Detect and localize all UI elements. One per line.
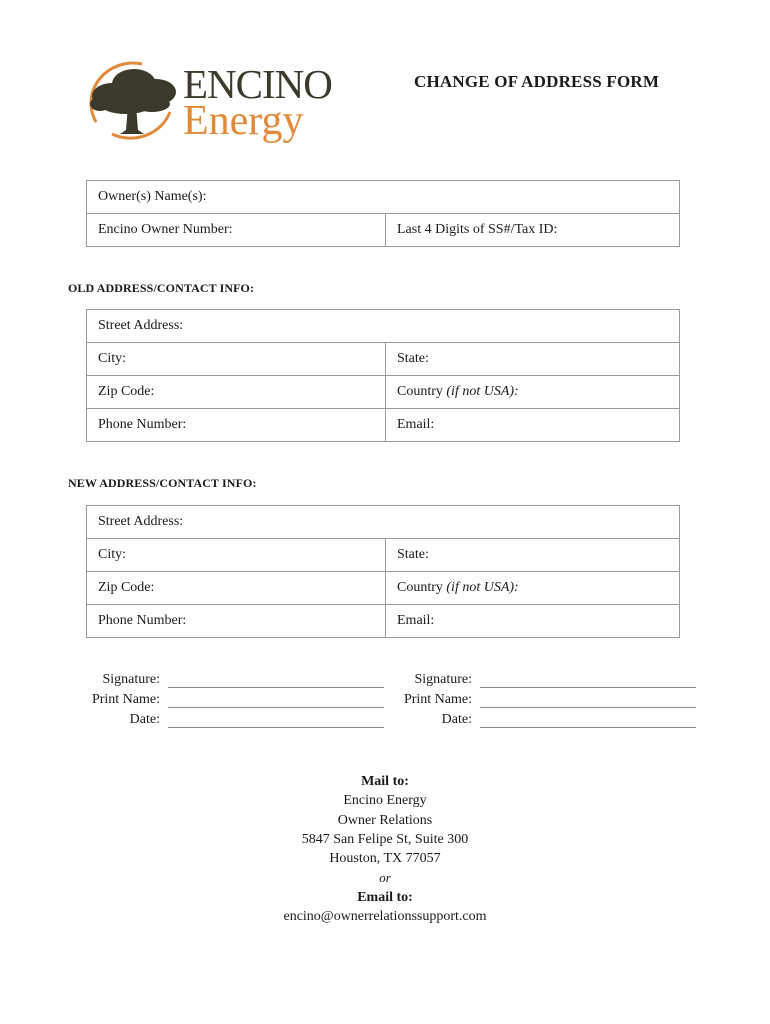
new-street-label: Street Address: (98, 514, 184, 529)
signature-line-right[interactable] (480, 687, 696, 688)
new-city-field[interactable] (87, 539, 386, 572)
mail-city-state-zip: Houston, TX 77057 (329, 851, 441, 867)
old-state-label: State: (397, 351, 429, 366)
owner-number-label: Encino Owner Number: (98, 222, 233, 237)
old-country-label: Country (397, 384, 447, 399)
old-phone-label: Phone Number: (98, 417, 187, 432)
old-zip-label: Zip Code: (98, 384, 155, 399)
page-title: CHANGE OF ADDRESS FORM (414, 72, 660, 91)
print-name-label-right: Print Name: (403, 692, 472, 707)
old-city-field[interactable] (87, 343, 386, 376)
new-city-label: City: (98, 547, 127, 562)
mail-street: 5847 San Felipe St, Suite 300 (301, 831, 469, 847)
signature-label-right: Signature: (414, 672, 472, 687)
owner-names-field[interactable] (87, 181, 680, 214)
new-country-label: Country (397, 580, 447, 595)
new-email-field[interactable] (386, 605, 680, 638)
new-zip-field[interactable] (87, 572, 386, 605)
new-zip-label: Zip Code: (98, 580, 155, 595)
date-line-right[interactable] (480, 727, 696, 728)
tax-id-field[interactable] (386, 214, 680, 247)
new-address-table (86, 505, 680, 638)
mail-email: encino@ownerrelationssupport.com (283, 909, 487, 925)
new-country-note: (if not USA): (446, 580, 519, 595)
owner-number-field[interactable] (87, 214, 386, 247)
signature-block-right (394, 672, 694, 732)
encino-energy-logo (86, 60, 356, 150)
old-address-section-title: OLD ADDRESS/CONTACT INFO: (68, 281, 255, 295)
or-separator: or (379, 870, 391, 886)
old-address-table (86, 309, 680, 442)
old-country-note: (if not USA): (446, 384, 519, 399)
mail-department: Owner Relations (337, 812, 433, 828)
mail-company: Encino Energy (343, 793, 427, 809)
old-phone-field[interactable] (87, 409, 386, 442)
old-street-label: Street Address: (98, 318, 184, 333)
date-label-right: Date: (441, 712, 472, 727)
new-state-field[interactable] (386, 539, 680, 572)
print-name-label-left: Print Name: (91, 692, 160, 707)
new-country-field[interactable] (386, 572, 680, 605)
print-name-line-right[interactable] (480, 707, 696, 708)
old-email-label: Email: (397, 417, 435, 432)
new-state-label: State: (397, 547, 429, 562)
old-country-field[interactable] (386, 376, 680, 409)
new-phone-field[interactable] (87, 605, 386, 638)
print-name-line-left[interactable] (168, 707, 384, 708)
logo-wordmark-encino: ENCINO (183, 61, 332, 107)
email-to-label: Email to: (357, 889, 413, 905)
signature-line-left[interactable] (168, 687, 384, 688)
new-street-field[interactable] (87, 506, 680, 539)
date-line-left[interactable] (168, 727, 384, 728)
mail-to-label: Mail to: (361, 774, 409, 789)
date-label-left: Date: (129, 712, 160, 727)
owner-names-label: Owner(s) Name(s): (98, 189, 207, 204)
new-email-label: Email: (397, 613, 435, 628)
new-address-section-title: NEW ADDRESS/CONTACT INFO: (68, 476, 257, 490)
new-phone-label: Phone Number: (98, 613, 187, 628)
old-city-label: City: (98, 351, 127, 366)
old-zip-field[interactable] (87, 376, 386, 409)
tax-id-label: Last 4 Digits of SS#/Tax ID: (397, 222, 558, 237)
owner-info-table (86, 180, 680, 247)
old-email-field[interactable] (386, 409, 680, 442)
signature-block-left (82, 672, 382, 732)
logo-wordmark-energy: Energy (183, 98, 304, 144)
mailing-instructions (200, 772, 570, 926)
oak-tree-icon (86, 60, 182, 144)
old-street-field[interactable] (87, 310, 680, 343)
signature-label-left: Signature: (102, 672, 160, 687)
old-state-field[interactable] (386, 343, 680, 376)
